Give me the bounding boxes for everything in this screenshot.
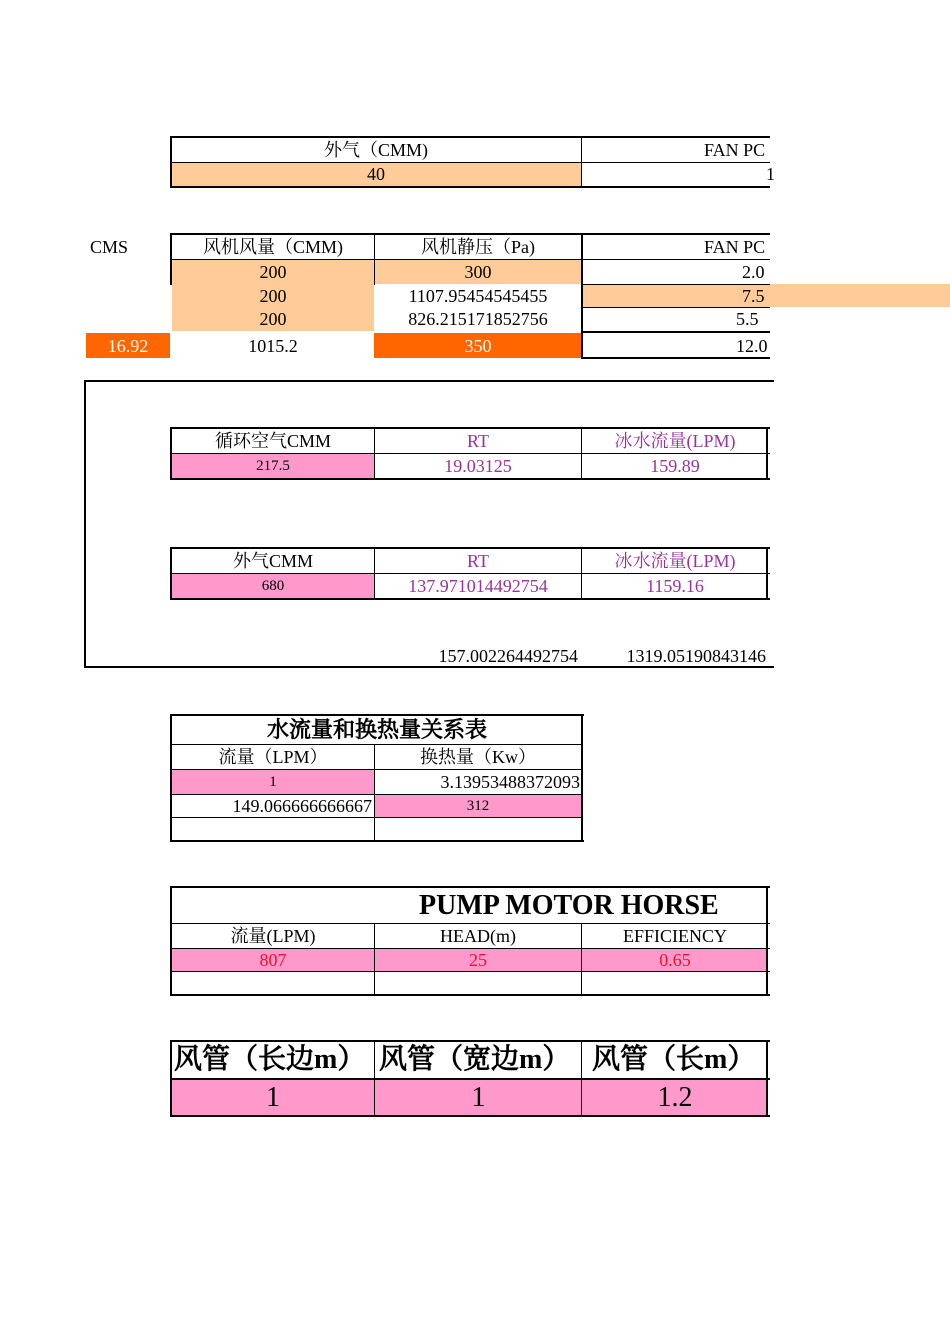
fan-power-header-2[interactable]: FAN PC	[704, 237, 766, 257]
fan-row2-pressure[interactable]: 1107.95454545455	[408, 285, 548, 306]
fan-pressure-header[interactable]: 风机静压（Pa)	[421, 237, 535, 257]
water-flow-row1-flow[interactable]: 1	[172, 770, 374, 794]
pump-efficiency-value[interactable]: 0.65	[582, 949, 768, 971]
outside-air-value[interactable]: 40	[170, 162, 582, 186]
duct-length-value[interactable]: 1.2	[582, 1080, 768, 1115]
outside-lpm-value[interactable]: 1159.16	[646, 576, 704, 596]
fan-row2-airflow[interactable]: 200	[172, 284, 374, 307]
fan-airflow-header[interactable]: 风机风量（CMM)	[202, 237, 343, 257]
duct-long-side-value[interactable]: 1	[172, 1080, 374, 1115]
circulating-lpm-value[interactable]: 159.89	[650, 456, 700, 476]
fan-row3-airflow[interactable]: 200	[172, 307, 374, 331]
total-rt[interactable]: 157.002264492754	[438, 646, 578, 666]
fan-row1-airflow[interactable]: 200	[172, 260, 374, 284]
circulating-air-value[interactable]: 217.5	[172, 454, 374, 478]
rt-header-2[interactable]: RT	[467, 551, 489, 571]
fan-row1-power[interactable]: 2.0	[742, 262, 765, 282]
fan-total-airflow[interactable]: 1015.2	[248, 335, 298, 356]
water-flow-table-title: 水流量和换热量关系表	[266, 717, 487, 742]
fan-total-pressure[interactable]: 350	[374, 333, 582, 358]
outside-rt-value[interactable]: 137.971014492754	[408, 576, 548, 596]
water-flow-row2-heat[interactable]: 312	[374, 795, 582, 817]
water-flow-row3-flow[interactable]	[172, 818, 374, 840]
circulating-air-header[interactable]: 循环空气CMM	[214, 431, 331, 451]
heat-exchange-header[interactable]: 换热量（Kw）	[420, 747, 536, 767]
total-lpm[interactable]: 1319.05190843146	[626, 646, 766, 666]
duct-short-side-header[interactable]: 风管（宽边m）	[379, 1044, 571, 1075]
pump-head-header[interactable]: HEAD(m)	[440, 926, 516, 946]
fan-row3-power[interactable]: 5.5	[736, 309, 759, 329]
fan-row1-pressure[interactable]: 300	[374, 260, 582, 284]
cms-label: CMS	[89, 237, 129, 257]
pump-head-value[interactable]: 25	[374, 949, 582, 971]
pump-row2-flow[interactable]	[172, 972, 374, 994]
duct-length-header[interactable]: 风管（长m）	[592, 1044, 756, 1075]
fan-row2-power[interactable]: 7.5	[582, 284, 772, 307]
water-flow-header[interactable]: 流量（LPM）	[218, 747, 328, 767]
chilled-water-header-2[interactable]: 冰水流量(LPM)	[614, 551, 736, 571]
pump-flow-value[interactable]: 807	[172, 949, 374, 971]
water-flow-row2-flow[interactable]: 149.066666666667	[232, 796, 372, 816]
pump-table-title: PUMP MOTOR HORSE	[419, 889, 719, 921]
duct-short-side-value[interactable]: 1	[375, 1080, 582, 1115]
outside-air-cmm-value[interactable]: 680	[172, 574, 374, 598]
pump-row2-efficiency[interactable]	[582, 972, 768, 994]
pump-efficiency-header[interactable]: EFFICIENCY	[622, 926, 727, 946]
fan-power-header[interactable]: FAN PC	[704, 140, 766, 160]
chilled-water-header[interactable]: 冰水流量(LPM)	[614, 431, 736, 451]
outside-air-header[interactable]: 外气（CMM)	[323, 140, 428, 160]
fan-total-power[interactable]: 12.0	[736, 335, 768, 356]
fan-row3-pressure[interactable]: 826.215171852756	[408, 309, 548, 329]
pump-flow-header[interactable]: 流量(LPM)	[230, 926, 316, 946]
duct-long-side-header[interactable]: 风管（长边m）	[174, 1044, 366, 1075]
fan-total-cms[interactable]: 16.92	[86, 333, 170, 358]
pump-row2-head[interactable]	[374, 972, 582, 994]
water-flow-row3-heat[interactable]	[374, 818, 582, 840]
rt-header[interactable]: RT	[467, 431, 489, 451]
outside-air-cmm-header[interactable]: 外气CMM	[232, 551, 313, 571]
fan-row2-extended-fill	[768, 284, 950, 307]
circulating-rt-value[interactable]: 19.03125	[444, 456, 512, 476]
water-flow-row1-heat[interactable]: 3.13953488372093	[440, 772, 580, 792]
fan-power-value[interactable]: 1	[766, 164, 775, 184]
